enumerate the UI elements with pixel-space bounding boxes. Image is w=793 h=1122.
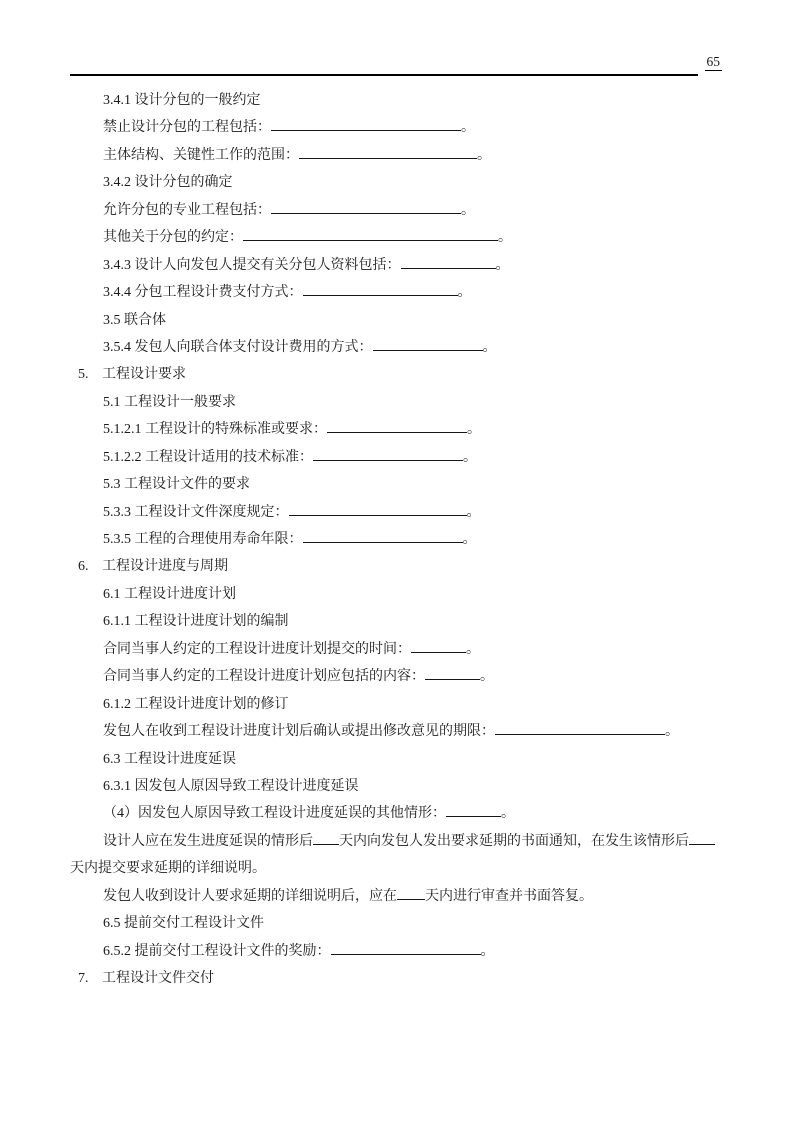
section-title: 工程设计要求 (102, 367, 186, 383)
document-line (70, 773, 722, 800)
document-line (70, 279, 722, 306)
line-text: 。 (466, 504, 481, 520)
blank-field (401, 255, 496, 269)
document-line (70, 691, 722, 718)
line-text: 3.4.4 分包工程设计费支付方式： (103, 285, 303, 301)
line-text: 。 (495, 257, 510, 273)
document-line (70, 746, 722, 773)
line-text: 5.1 工程设计一般要求 (103, 394, 236, 410)
document-line (70, 114, 722, 141)
line-text: 其他关于分包的约定： (103, 230, 243, 246)
line-text: 。 (462, 532, 477, 547)
document-line (70, 197, 722, 224)
document-line (70, 938, 722, 965)
line-text: 。 (463, 449, 477, 465)
blank-field (495, 721, 665, 735)
section-heading (70, 553, 722, 580)
line-text: 6.3.1 因发包人原因导致工程设计进度延误 (103, 778, 359, 794)
document-line (70, 142, 722, 169)
line-text: 。 (466, 641, 480, 657)
document-line (70, 334, 722, 361)
page-number: 65 (706, 54, 720, 69)
blank-field (303, 282, 458, 296)
line-text: 合同当事人约定的工程设计进度计划提交的时间： (103, 641, 411, 657)
line-text: 5.3.5 工程的合理使用寿命年限： (103, 532, 303, 547)
line-text: 发包人收到设计人要求延期的详细说明后，应在 (103, 888, 397, 904)
line-text: 。 (477, 147, 491, 163)
document-line (70, 608, 722, 635)
line-text: 3.5 联合体 (103, 312, 166, 328)
line-text: 6.5.2 提前交付工程设计文件的奖励： (103, 943, 331, 959)
blank-field (446, 803, 501, 817)
section-heading (70, 965, 722, 992)
section-heading (70, 361, 722, 388)
line-text: 禁止设计分包的工程包括： (103, 120, 271, 136)
blank-field (397, 886, 425, 900)
section-number: 6. (78, 559, 89, 575)
document-line (70, 883, 722, 910)
line-text: 6.1 工程设计进度计划 (103, 586, 236, 602)
blank-field (243, 227, 498, 241)
blank-field (271, 117, 461, 131)
document-content (70, 87, 722, 992)
document-line (70, 252, 722, 279)
section-title: 工程设计进度与周期 (102, 559, 228, 575)
document-line (70, 389, 722, 416)
line-text: 发包人在收到工程设计进度计划后确认或提出修改意见的期限： (103, 724, 495, 740)
line-text: 合同当事人约定的工程设计进度计划应包括的内容： (103, 669, 425, 685)
blank-field (411, 639, 466, 653)
line-text: 允许分包的专业工程包括： (103, 202, 271, 218)
blank-field (689, 831, 715, 845)
document-line (70, 224, 722, 251)
line-text: 6.5 提前交付工程设计文件 (103, 916, 264, 932)
line-text: 3.4.2 设计分包的确定 (103, 175, 233, 191)
section-number: 5. (78, 367, 89, 383)
line-text: 5.1.2.1 工程设计的特殊标准或要求： (103, 422, 327, 438)
blank-field (327, 419, 467, 433)
line-text: 。 (480, 943, 495, 959)
blank-field (331, 941, 481, 955)
line-text: 5.3 工程设计文件的要求 (103, 477, 250, 493)
document-line (70, 910, 722, 937)
document-line (70, 663, 722, 690)
document-line (70, 581, 722, 608)
line-text: 天内向发包人发出要求延期的书面通知，在发生该情形后 (339, 833, 689, 849)
document-line (70, 718, 722, 745)
header-rule (70, 74, 698, 76)
line-text: 主体结构、关键性工作的范围： (103, 147, 299, 163)
line-text: 设计人应在发生进度延误的情形后 (103, 833, 313, 849)
document-line (70, 636, 722, 663)
line-text: 3.4.1 设计分包的一般约定 (103, 93, 261, 108)
line-text: 5.1.2.2 工程设计适用的技术标准： (103, 449, 313, 465)
document-line (70, 416, 722, 443)
document-line (70, 499, 722, 526)
line-text: 。 (501, 806, 515, 822)
line-text: 天内进行审查并书面答复。 (425, 888, 593, 904)
line-text: （4）因发包人原因导致工程设计进度延误的其他情形： (103, 806, 446, 822)
line-text: 5.3.3 工程设计文件深度规定： (103, 504, 289, 520)
line-text: 。 (665, 724, 679, 740)
section-number: 7. (78, 971, 89, 986)
line-text: 6.3 工程设计进度延误 (103, 751, 236, 767)
line-text: 3.4.3 设计人向发包人提交有关分包人资料包括： (103, 257, 401, 273)
blank-field (425, 666, 480, 680)
blank-field (303, 529, 463, 543)
line-text: 。 (461, 120, 475, 136)
document-line (70, 471, 722, 498)
line-text: 。 (498, 230, 512, 246)
document-line (70, 169, 722, 196)
line-text: 。 (457, 285, 472, 301)
line-text: 6.1.2 工程设计进度计划的修订 (103, 696, 289, 712)
line-text: 。 (467, 422, 481, 438)
blank-field (289, 502, 467, 516)
blank-field (313, 447, 463, 461)
section-title: 工程设计文件交付 (102, 971, 214, 986)
document-line (70, 526, 722, 553)
line-text: 。 (480, 669, 494, 685)
document-line (70, 307, 722, 334)
blank-field (313, 831, 339, 845)
document-line (70, 800, 722, 827)
document-line (70, 855, 722, 882)
blank-field (271, 200, 461, 214)
document-line (70, 87, 722, 114)
blank-field (373, 337, 483, 351)
line-text: 。 (461, 202, 475, 218)
document-line (70, 828, 722, 855)
document-line (70, 444, 722, 471)
line-text: 。 (482, 339, 497, 355)
line-text: 天内提交要求延期的详细说明。 (70, 861, 266, 877)
line-text: 6.1.1 工程设计进度计划的编制 (103, 614, 289, 630)
blank-field (299, 145, 477, 159)
line-text: 3.5.4 发包人向联合体支付设计费用的方式： (103, 339, 373, 355)
